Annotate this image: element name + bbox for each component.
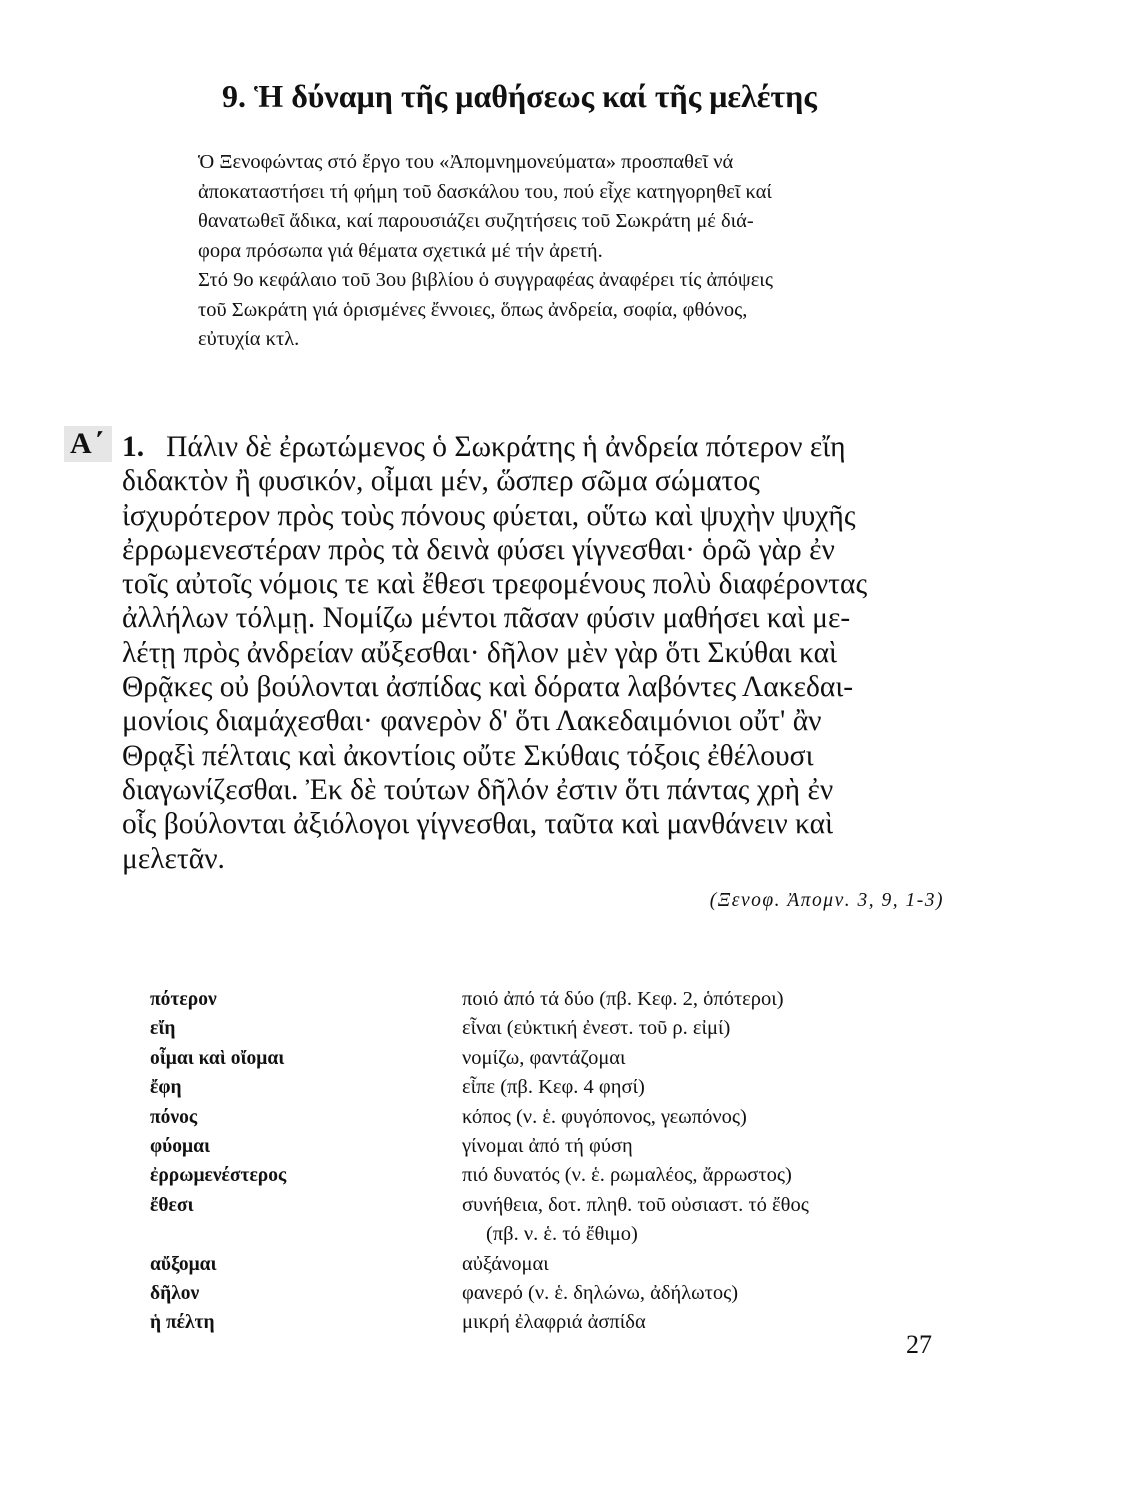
glossary-definition: πιό δυνατός (ν. ἑ. ρωμαλέος, ἄρρωστος) bbox=[462, 1164, 792, 1187]
glossary-definition: νομίζω, φαντάζομαι bbox=[462, 1046, 626, 1069]
glossary-entry bbox=[150, 1014, 950, 1043]
glossary-definition: εἶπε (πβ. Κεφ. 4 φησί) bbox=[462, 1076, 645, 1099]
glossary-term: φύομαι bbox=[150, 1135, 211, 1157]
intro-line: Στό 9ο κεφάλαιο τοῦ 3ου βιβλίου ὁ συγγραφέας ἀναφέρει τίς ἀπόψεις bbox=[198, 269, 773, 291]
glossary-entry bbox=[150, 1279, 950, 1308]
glossary-definition: συνήθεια, δοτ. πληθ. τοῦ οὐσιαστ. τό ἔθος bbox=[462, 1193, 809, 1216]
glossary-term: πότερον bbox=[150, 989, 217, 1010]
glossary-entry bbox=[150, 1132, 950, 1161]
glossary-entry bbox=[150, 1250, 950, 1279]
source-citation: (Ξενοφ. Ἀπομν. 3, 9, 1-3) bbox=[709, 890, 944, 911]
glossary-definition: εἶναι (εὐκτική ἐνεστ. τοῦ ρ. εἰμί) bbox=[462, 1017, 731, 1040]
intro-line: Ὁ Ξενοφώντας στό ἔργο του «Ἀπομνημονεύματα» προσπαθεῖ νά bbox=[198, 151, 734, 173]
intro-paragraph bbox=[198, 148, 958, 355]
chapter-title: 9. Ἡ δύναμη τῆς μαθήσεως καί τῆς μελέτης bbox=[222, 78, 817, 114]
glossary-term: ἔθεσι bbox=[150, 1194, 194, 1216]
glossary-term: εἴη bbox=[150, 1018, 176, 1040]
glossary-entry bbox=[150, 1191, 950, 1250]
glossary-term: ἡ πέλτη bbox=[150, 1312, 215, 1334]
glossary-term: αὔξομαι bbox=[150, 1253, 217, 1275]
glossary-term: δῆλον bbox=[150, 1282, 200, 1304]
glossary-definition-continuation: (πβ. ν. ἑ. τό ἔθιμο) bbox=[486, 1223, 638, 1246]
intro-line: ἀποκαταστήσει τή φήμη τοῦ δασκάλου του, πού εἶχε κατηγορηθεῖ καί bbox=[198, 180, 772, 203]
intro-line: τοῦ Σωκράτη γιά ὁρισμένες ἔννοιες, ὅπως ἀνδρεία, σοφία, φθόνος, bbox=[198, 298, 748, 321]
passage-line: Θρᾷκες οὐ βούλονται ἀσπίδας καὶ δόρατα λαβόντες Λακεδαι- bbox=[122, 671, 854, 704]
passage-line: διδακτὸν ἢ φυσικόν, οἶμαι μέν, ὥσπερ σῶμα σώματος bbox=[122, 465, 760, 498]
passage-line: ἀλλήλων τόλμῃ. Νομίζω μέντοι πᾶσαν φύσιν μαθήσει καὶ με- bbox=[122, 602, 851, 635]
glossary-entry bbox=[150, 1044, 950, 1073]
glossary-term: ἔφη bbox=[150, 1077, 182, 1099]
glossary-definition: φανερό (ν. ἑ. δηλώνω, ἀδήλωτος) bbox=[462, 1281, 739, 1304]
glossary-term: ἐρρωμενέστερος bbox=[150, 1165, 287, 1187]
passage-line: Θρᾳξὶ πέλταις καὶ ἀκοντίοις οὔτε Σκύθαις τόξοις ἐθέλουσι bbox=[122, 739, 814, 772]
glossary-entry bbox=[150, 1308, 950, 1337]
glossary bbox=[150, 985, 950, 1338]
passage-line: τοῖς αὐτοῖς νόμοις τε καὶ ἔθεσι τρεφομένους πολὺ διαφέροντας bbox=[122, 568, 868, 601]
passage-line-text: Πάλιν δὲ ἐρωτώμενος ὁ Σωκράτης ἡ ἀνδρεία πότερον εἴη bbox=[166, 431, 846, 463]
glossary-definition: γίνομαι ἀπό τή φύση bbox=[462, 1134, 633, 1157]
passage-line: μελετᾶν. bbox=[122, 842, 225, 875]
glossary-term: πόνος bbox=[150, 1106, 198, 1128]
glossary-definition: αὐξάνομαι bbox=[462, 1252, 549, 1275]
passage-line: μονίοις διαμάχεσθαι· φανερὸν δ' ὅτι Λακεδαιμόνιοι οὔτ' ἂν bbox=[122, 705, 822, 738]
glossary-definition: ποιό ἀπό τά δύο (πβ. Κεφ. 2, ὁπότεροι) bbox=[462, 988, 784, 1010]
section-marker: Α΄ bbox=[64, 426, 112, 462]
glossary-entry bbox=[150, 985, 950, 1014]
glossary-definition: κόπος (ν. ἑ. φυγόπονος, γεωπόνος) bbox=[462, 1105, 747, 1128]
passage-line bbox=[122, 430, 962, 464]
passage-number: 1. bbox=[122, 431, 145, 463]
glossary-entry bbox=[150, 1103, 950, 1132]
passage-line: λέτῃ πρὸς ἀνδρείαν αὔξεσθαι· δῆλον μὲν γὰρ ὅτι Σκύθαι καὶ bbox=[122, 636, 837, 669]
intro-line: φορα πρόσωπα γιά θέματα σχετικά μέ τήν ἀρετή. bbox=[198, 239, 603, 262]
passage-line: ἐρρωμενεστέραν πρὸς τὰ δεινὰ φύσει γίγνεσθαι· ὁρῶ γὰρ ἐν bbox=[122, 533, 835, 566]
greek-passage bbox=[122, 430, 962, 876]
glossary-definition: μικρή ἐλαφριά ἀσπίδα bbox=[462, 1311, 646, 1334]
passage-line: διαγωνίζεσθαι. Ἐκ δὲ τούτων δῆλόν ἐστιν ὅτι πάντας χρὴ ἐν bbox=[122, 773, 834, 806]
glossary-entry bbox=[150, 1073, 950, 1102]
glossary-term: οἶμαι καὶ οἴομαι bbox=[150, 1047, 285, 1069]
page-number: 27 bbox=[906, 1330, 932, 1359]
passage-line: ἰσχυρότερον πρὸς τοὺς πόνους φύεται, οὕτω καὶ ψυχὴν ψυχῆς bbox=[122, 499, 856, 532]
glossary-entry bbox=[150, 1161, 950, 1190]
passage-line: οἷς βούλονται ἀξιόλογοι γίγνεσθαι, ταῦτα καὶ μανθάνειν καὶ bbox=[122, 808, 834, 841]
intro-line: εὐτυχία κτλ. bbox=[198, 328, 300, 350]
intro-line: θανατωθεῖ ἄδικα, καί παρουσιάζει συζητήσεις τοῦ Σωκράτη μέ διά- bbox=[198, 210, 754, 232]
